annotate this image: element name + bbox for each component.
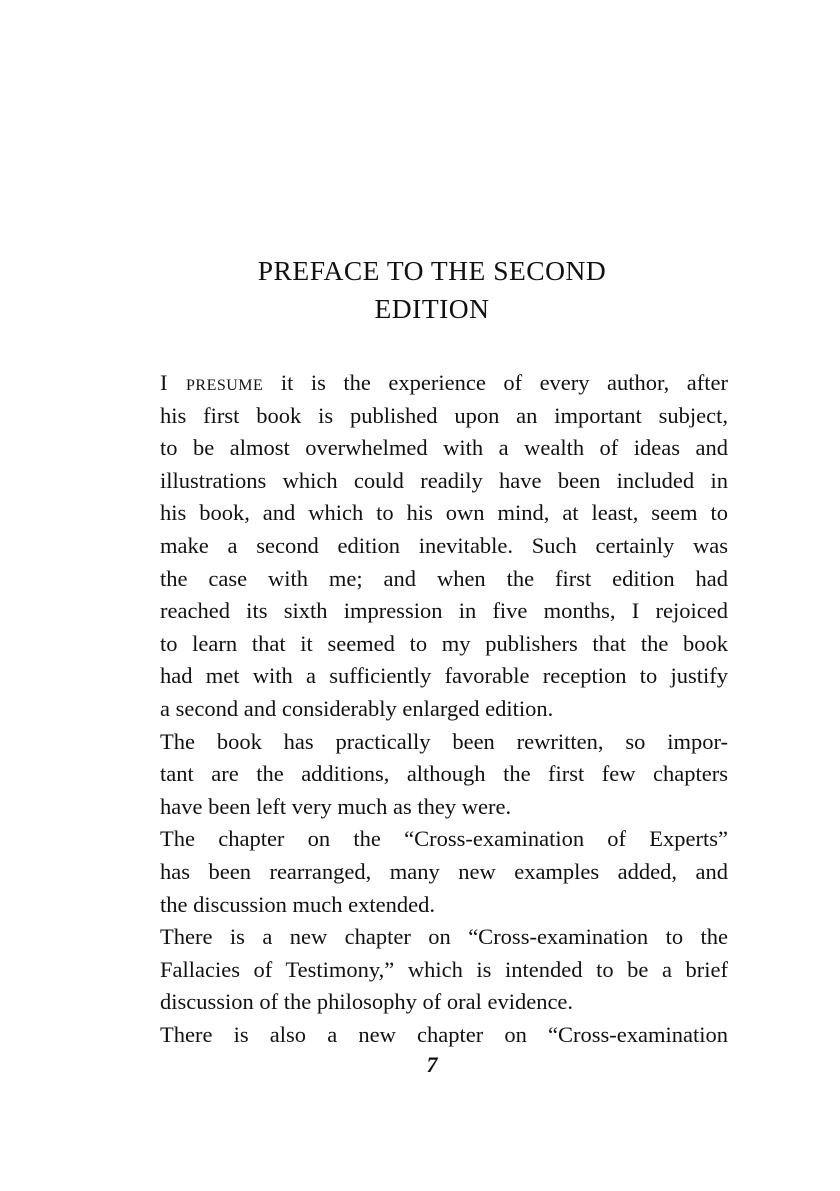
text-line: tant are the additions, although the first few chapters	[160, 761, 728, 787]
text-line: discussion of the philosophy of oral evidence.	[160, 989, 574, 1015]
page-number: 7	[426, 1052, 438, 1077]
page-title	[136, 252, 728, 328]
text-line: the discussion much extended.	[160, 891, 435, 917]
text-line: to be almost overwhelmed with a wealth of ideas and	[160, 435, 728, 461]
paragraph-5	[136, 1019, 728, 1052]
text-line: the case with me; and when the first edition had	[160, 565, 728, 591]
text-line: The chapter on the “Cross-examination of Experts”	[160, 826, 728, 852]
text-line	[136, 367, 728, 400]
text-line: make a second edition inevitable. Such certainly was	[160, 532, 728, 558]
paragraph-3	[136, 823, 728, 921]
title-line-1: PREFACE TO THE SECOND	[257, 255, 607, 286]
text-line: There is a new chapter on “Cross-examination to the	[160, 924, 728, 950]
text-line-content: it is the experience of every author, after	[280, 370, 728, 395]
title-line-2: EDITION	[374, 293, 490, 324]
preface-body	[136, 367, 728, 1051]
text-line: has been rearranged, many new examples added, and	[160, 858, 728, 884]
text-line: reached its sixth impression in five months, I rejoiced	[160, 598, 728, 624]
text-line: his first book is published upon an important subject,	[160, 402, 728, 428]
text-line: The book has practically been rewritten, so impor-	[160, 728, 728, 754]
text-line: to learn that it seemed to my publishers that the book	[160, 630, 728, 656]
text-line: his book, and which to his own mind, at least, seem to	[160, 500, 728, 526]
text-line: Fallacies of Testimony,” which is intended to be a brief	[160, 956, 728, 982]
text-line: There is also a new chapter on “Cross-examination	[160, 1021, 728, 1047]
paragraph-1	[136, 367, 728, 726]
text-line: had met with a sufficiently favorable reception to justify	[160, 663, 728, 689]
paragraph-2	[136, 726, 728, 824]
text-line: have been left very much as they were.	[160, 793, 512, 819]
text-line: illustrations which could readily have been included in	[160, 467, 728, 493]
lead-small-caps: I presume	[160, 370, 264, 395]
paragraph-4	[136, 921, 728, 1019]
text-line: a second and considerably enlarged edition.	[160, 695, 554, 721]
